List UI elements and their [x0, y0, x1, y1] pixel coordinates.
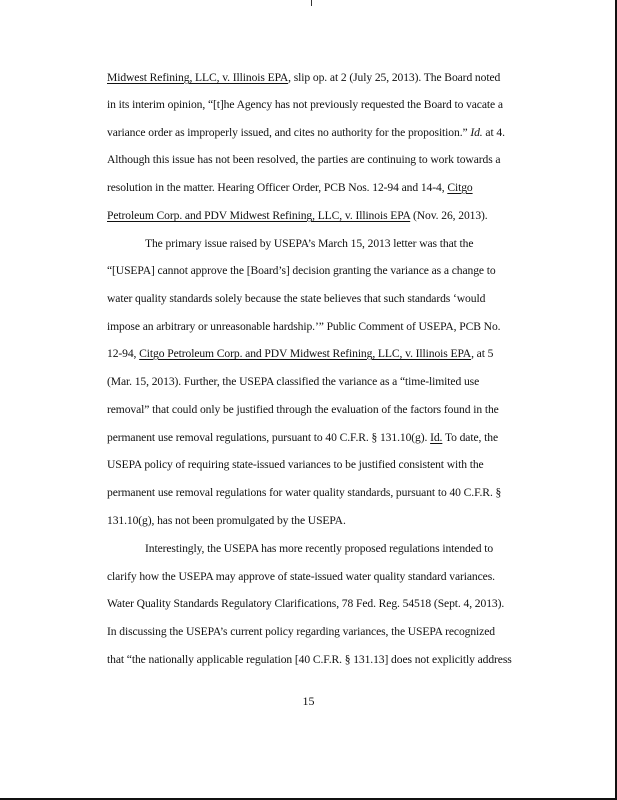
text-line-14: permanent use removal regulations, pursuant to 40 C.F.R. § 131.10(g). Id. To date, the — [107, 431, 498, 444]
case-citation: Citgo — [447, 181, 473, 194]
text-line-11: 12-94, Citgo Petroleum Corp. and PDV Midwest Refining, LLC, v. Illinois EPA, at 5 — [107, 347, 494, 360]
text-line-22: that “the nationally applicable regulation [40 C.F.R. § 131.13] does not explicitly address — [107, 653, 512, 666]
scan-mark — [311, 0, 312, 6]
text-line-17: 131.10(g), has not been promulgated by the USEPA. — [107, 514, 346, 527]
text-line-2: in its interim opinion, “[t]he Agency has not previously requested the Board to vacate a — [107, 98, 503, 111]
text-line-18: Interestingly, the USEPA has more recently proposed regulations intended to — [145, 542, 494, 555]
text-line-3: variance order as improperly issued, and cites no authority for the proposition.” Id. at 4. — [107, 126, 505, 139]
text-line-8: “[USEPA] cannot approve the [Board’s] decision granting the variance as a change to — [107, 264, 496, 277]
text-line-20: Water Quality Standards Regulatory Clarifications, 78 Fed. Reg. 54518 (Sept. 4, 2013). — [107, 597, 505, 610]
case-citation: Midwest Refining, LLC, v. Illinois EPA — [107, 71, 289, 84]
text-line-16: permanent use removal regulations for water quality standards, pursuant to 40 C.F.R. § — [107, 486, 502, 499]
text-line-10: impose an arbitrary or unreasonable hardship.’” Public Comment of USEPA, PCB No. — [107, 320, 501, 333]
text-line-15: USEPA policy of requiring state-issued variances to be justified consistent with the — [107, 458, 484, 471]
text-line-5: resolution in the matter. Hearing Officer Order, PCB Nos. 12-94 and 14-4, Citgo — [107, 181, 473, 194]
text-line-21: In discussing the USEPA’s current policy regarding variances, the USEPA recognized — [107, 625, 495, 638]
text-line-9: water quality standards solely because the state believes that such standards ‘would — [107, 292, 486, 305]
case-citation: Citgo Petroleum Corp. and PDV Midwest Refining, LLC, v. Illinois EPA — [139, 347, 472, 360]
id-citation: Id. — [470, 126, 483, 139]
page-number: 15 — [302, 694, 315, 708]
id-citation: Id. — [430, 431, 443, 444]
text-line-1: Midwest Refining, LLC, v. Illinois EPA, slip op. at 2 (July 25, 2013). The Board noted — [107, 71, 501, 84]
text-line-13: removal” that could only be justified through the evaluation of the factors found in the — [107, 403, 499, 416]
text-line-12: (Mar. 15, 2013). Further, the USEPA classified the variance as a “time-limited use — [107, 375, 480, 388]
text-line-4: Although this issue has not been resolved, the parties are continuing to work towards a — [107, 153, 501, 166]
text-line-6: Petroleum Corp. and PDV Midwest Refining, LLC, v. Illinois EPA (Nov. 26, 2013). — [107, 209, 488, 222]
case-citation: Petroleum Corp. and PDV Midwest Refining, LLC, v. Illinois EPA — [107, 209, 411, 222]
text-line-7: The primary issue raised by USEPA’s March 15, 2013 letter was that the — [145, 237, 474, 250]
text-line-19: clarify how the USEPA may approve of state-issued water quality standard variances. — [107, 570, 495, 583]
